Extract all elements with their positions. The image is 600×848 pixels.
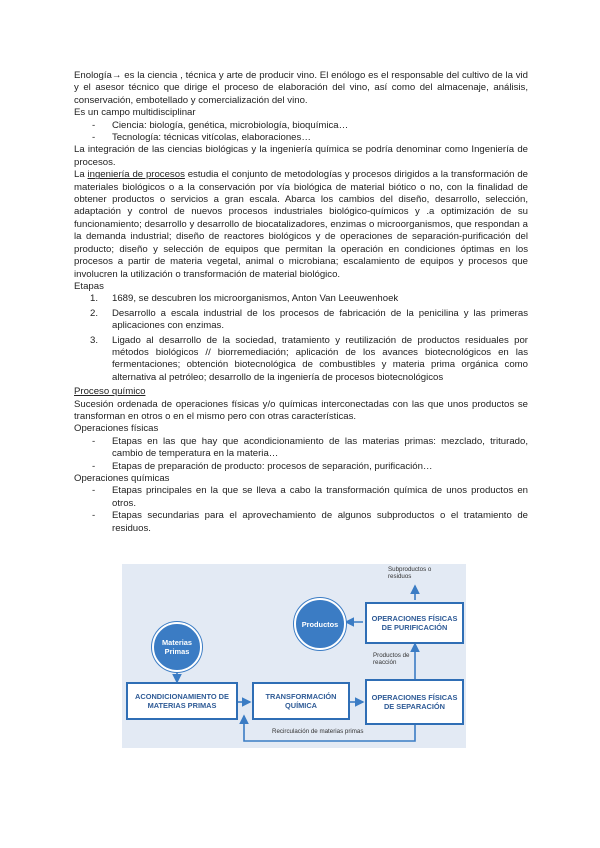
multidisciplinar-list xyxy=(74,120,528,145)
list-number: 3. xyxy=(90,334,99,346)
enologia-paragraph: Enología→ es la ciencia , técnica y arte de producir vino. El enólogo es el responsable del cultivo de la vid y el asesor técnico que dirige el proceso de elaboración del vino, así como del almacenaje, análisis, conservación, embotellado y comercialización del vino. xyxy=(74,70,528,106)
list-text: 1689, se descubren los microorganismos, Anton Van Leeuwenhoek xyxy=(112,293,399,305)
proceso-definition: Sucesión ordenada de operaciones físicas y/o químicas interconectadas con las que unos productos se transforman en otros o en el mismo pero con otras características. xyxy=(74,398,528,422)
list-item: - Etapas secundarias para el aprovechamiento de algunos subproductos o el tratamiento de residuos. xyxy=(74,510,528,535)
acondicionamiento-box: ACONDICIONAMIENTO DE MATERIAS PRIMAS xyxy=(126,682,238,720)
subproductos-label: Subproductos o residuos xyxy=(388,566,432,581)
list-item: - Tecnología: técnicas vitícolas, elaboraciones… xyxy=(74,132,528,144)
ingenieria-body: estudia el conjunto de metodologías y procesos dirigidos a la transformación de materiales biológicos o a la conservación por vía biológica de material biótico o no, con la finalidad de obtener productos o servicios a gran escala. Abarca los cambios del diseño, desarrollo, selección, adaptación y control de nuevos procesos industriales biológico-químicos y .a optimización de su funcionamiento; desarrollo y desarrollo de biocatalizadores, enzimas o microorganismos, que respondan a la demanda industrial; diseño de reactores biológicos y de operaciones de separación-purificación del producto; diseño y selección de equipos que permitan la operación en condiciones óptimas en los procesos a partir de materia vegetal, animal o microbiana; escalamiento de equipos y procesos que involucren la utilización o transformación de material biológico. xyxy=(74,169,528,280)
productos-circle: Productos xyxy=(294,598,346,650)
list-item xyxy=(74,308,528,333)
list-item xyxy=(74,335,528,385)
process-diagram xyxy=(122,564,466,748)
quimicas-heading: Operaciones químicas xyxy=(74,473,170,484)
productos-reaccion-label: Productos de reacción xyxy=(373,652,410,667)
etapas-heading: Etapas xyxy=(74,280,104,292)
recirculacion-label: Recirculación de materias primas xyxy=(272,728,364,735)
multidisciplinar-line: Es un campo multidisciplinar xyxy=(74,107,196,119)
list-item: - Etapas principales en la que se lleva a cabo la transformación química de unos productos en otros. xyxy=(74,485,528,510)
ingenieria-term: ingeniería de procesos xyxy=(87,169,185,181)
ingenieria-paragraph xyxy=(74,169,528,281)
fisicas-list xyxy=(74,436,528,473)
purificacion-box: OPERACIONES FÍSICAS DE PURIFICACIÓN xyxy=(365,602,464,644)
list-item: - Etapas de preparación de producto: procesos de separación, purificación… xyxy=(74,461,528,473)
list-item xyxy=(74,293,528,305)
transformacion-box: TRANSFORMACIÓN QUÍMICA xyxy=(252,682,350,720)
list-item: - Etapas en las que hay que acondicionamiento de las materias primas: mezclado, triturado, cambio de temperatura en la materia… xyxy=(74,436,528,461)
etapas-list xyxy=(74,293,528,384)
ingenieria-lead: La xyxy=(74,169,85,181)
fisicas-heading: Operaciones físicas xyxy=(74,423,159,435)
list-number: 1. xyxy=(90,293,99,305)
proceso-heading: Proceso químico xyxy=(74,386,146,398)
integracion-paragraph: La integración de las ciencias biológicas y la ingeniería química se podría denominar como Ingeniería de procesos. xyxy=(74,144,528,168)
list-text: Desarrollo a escala industrial de los procesos de fabricación de la penicilina y las primeras aplicaciones con enzimas. xyxy=(112,307,528,332)
materias-primas-circle: Materias Primas xyxy=(152,622,202,672)
list-number: 2. xyxy=(90,307,99,319)
quimicas-list xyxy=(74,485,528,535)
list-item: - Ciencia: biología, genética, microbiología, bioquímica… xyxy=(74,120,528,132)
separacion-box: OPERACIONES FÍSICAS DE SEPARACIÓN xyxy=(365,679,464,725)
list-text: Ligado al desarrollo de la sociedad, tratamiento y reutilización de productos residuales por métodos biológicos // biorremediación; aplicación de los avances biotecnológicos en las fermentaciones; obtención biotecnológica de combustibles y materia prima orgánica como alternativa al petróleo; desarrollo de la ingeniería de procesos biotecnológicos xyxy=(112,334,528,383)
document-body xyxy=(74,70,528,535)
